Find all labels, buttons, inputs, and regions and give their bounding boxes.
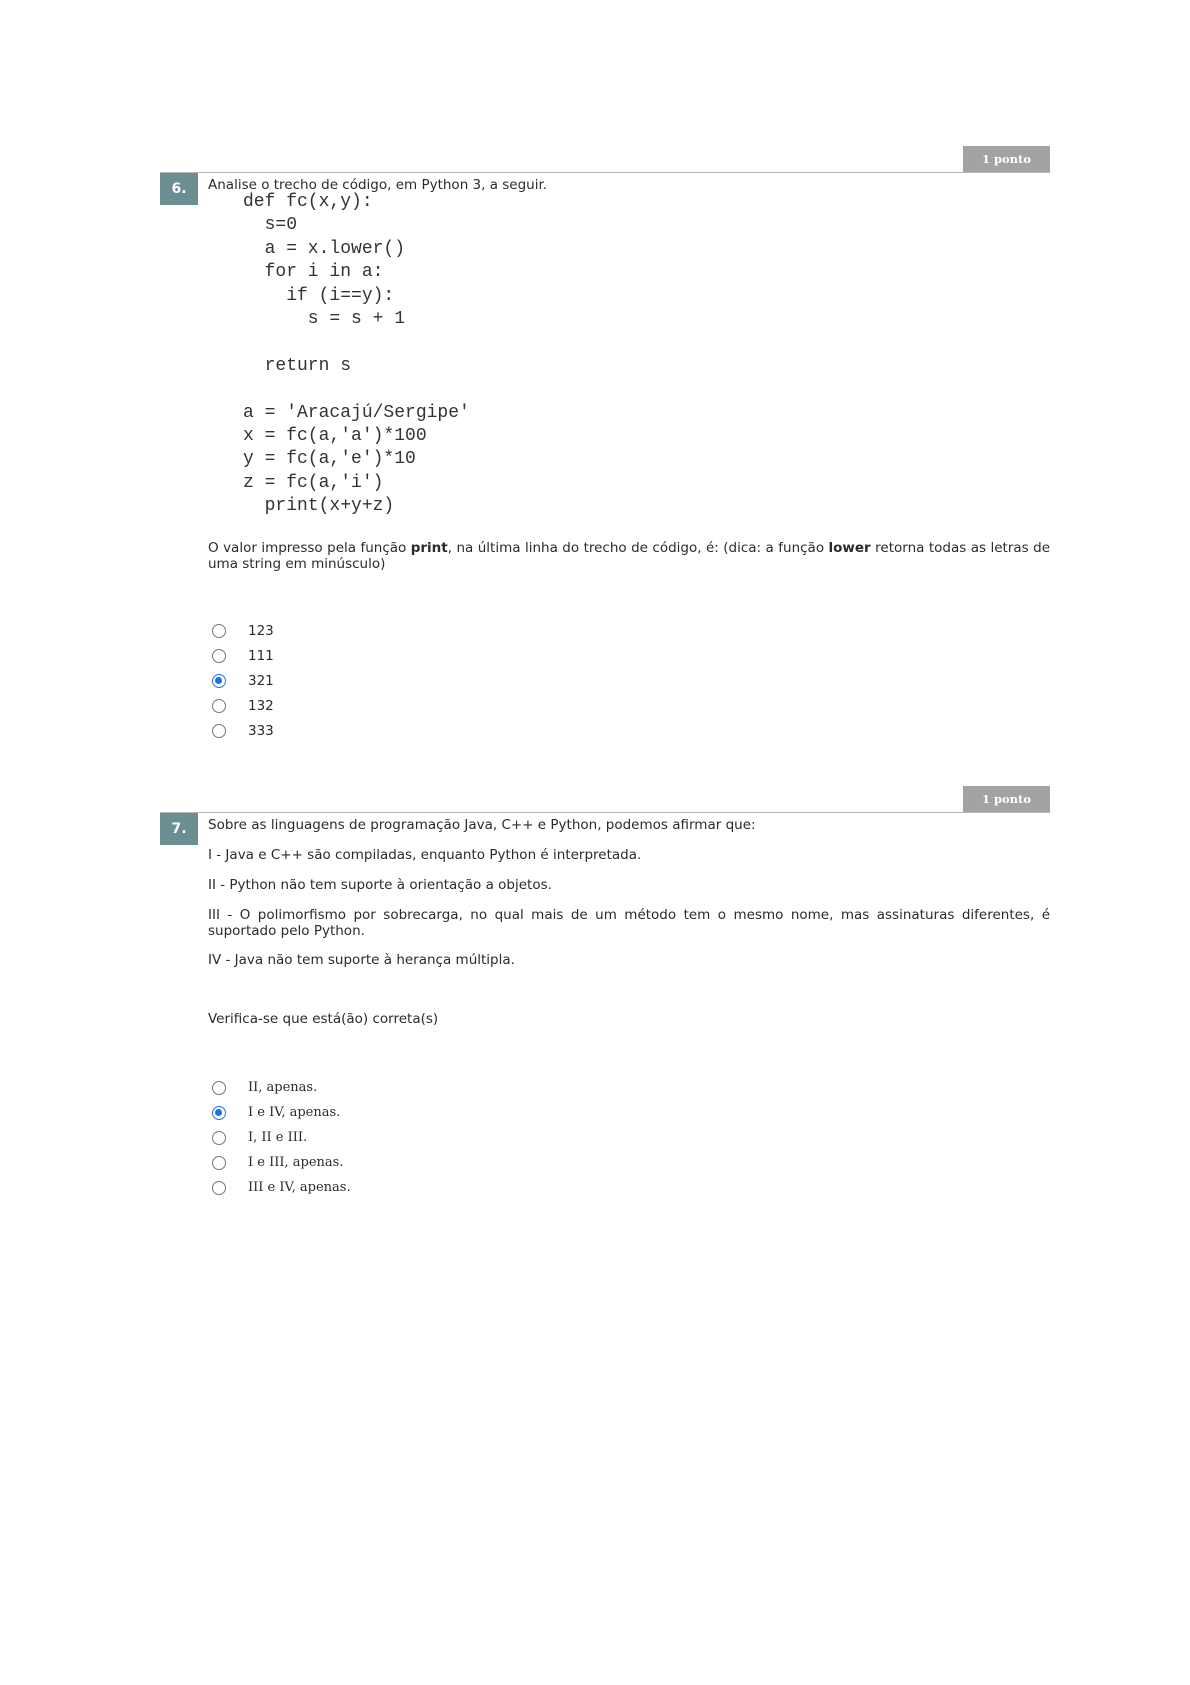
question-body <box>208 813 1050 1200</box>
answer-options <box>208 619 1050 744</box>
answer-options <box>208 1075 1050 1200</box>
radio-button[interactable] <box>212 724 226 738</box>
radio-button[interactable] <box>212 699 226 713</box>
question-7 <box>160 786 1050 1200</box>
option-label: II, apenas. <box>248 1080 318 1095</box>
points-row <box>160 786 1050 813</box>
radio-button[interactable] <box>212 649 226 663</box>
statement-iv: IV - Java não tem suporte à herança múltipla. <box>208 952 515 968</box>
answer-option[interactable] <box>208 1150 1050 1175</box>
option-label: 321 <box>248 673 274 690</box>
question-number: 6. <box>160 173 198 205</box>
statement-iii: III - O polimorfismo por sobrecarga, no qual mais de um método tem o mesmo nome, mas assinaturas diferentes, é suportado pelo Python. <box>208 907 1050 939</box>
question-body <box>208 173 1050 744</box>
answer-option[interactable] <box>208 1175 1050 1200</box>
points-badge: 1 ponto <box>963 786 1050 812</box>
statement-text: , na última linha do trecho de código, é: (dica: a função <box>447 539 829 556</box>
question-number: 7. <box>160 813 198 845</box>
radio-button-selected[interactable] <box>212 674 226 688</box>
answer-option[interactable] <box>208 619 1050 644</box>
statement-i: I - Java e C++ são compiladas, enquanto Python é interpretada. <box>208 847 642 863</box>
statement-text: retorna todas as letras de uma string em minúsculo) <box>208 539 1050 572</box>
verify-prompt: Verifica-se que está(ão) correta(s) <box>208 1011 439 1027</box>
question-statement <box>208 540 1050 572</box>
option-label: I e IV, apenas. <box>248 1105 341 1120</box>
answer-option[interactable] <box>208 669 1050 694</box>
radio-button-selected[interactable] <box>212 1106 226 1120</box>
answer-option[interactable] <box>208 719 1050 744</box>
answer-option[interactable] <box>208 1100 1050 1125</box>
code-snippet: def fc(x,y): s=0 a = x.lower() for i in a: if (i==y): s = s + 1 return s a = 'Aracajú/Sergipe' x = fc(a,'a')*100 y = fc(a,'e')*10 z = fc(a,'i') print(x+y+z) <box>243 192 470 517</box>
answer-option[interactable] <box>208 1125 1050 1150</box>
option-label: I, II e III. <box>248 1130 308 1145</box>
question-6 <box>160 146 1050 744</box>
option-label: III e IV, apenas. <box>248 1180 351 1195</box>
statement-bold-lower: lower <box>828 539 871 556</box>
question-prompt: Sobre as linguagens de programação Java, C++ e Python, podemos afirmar que: <box>208 817 756 833</box>
radio-button[interactable] <box>212 1156 226 1170</box>
radio-button[interactable] <box>212 1131 226 1145</box>
points-row <box>160 146 1050 173</box>
statement-bold-print: print <box>410 539 448 556</box>
answer-option[interactable] <box>208 644 1050 669</box>
radio-button[interactable] <box>212 1181 226 1195</box>
statement-ii: II - Python não tem suporte à orientação a objetos. <box>208 877 552 893</box>
points-badge: 1 ponto <box>963 146 1050 172</box>
option-label: 132 <box>248 698 274 715</box>
option-label: 111 <box>248 648 274 665</box>
option-label: 333 <box>248 723 274 740</box>
statement-text: O valor impresso pela função <box>208 539 411 556</box>
option-label: I e III, apenas. <box>248 1155 344 1170</box>
option-label: 123 <box>248 623 274 640</box>
radio-button[interactable] <box>212 1081 226 1095</box>
answer-option[interactable] <box>208 694 1050 719</box>
question-prompt: Analise o trecho de código, em Python 3, a seguir. <box>208 177 548 193</box>
radio-button[interactable] <box>212 624 226 638</box>
answer-option[interactable] <box>208 1075 1050 1100</box>
